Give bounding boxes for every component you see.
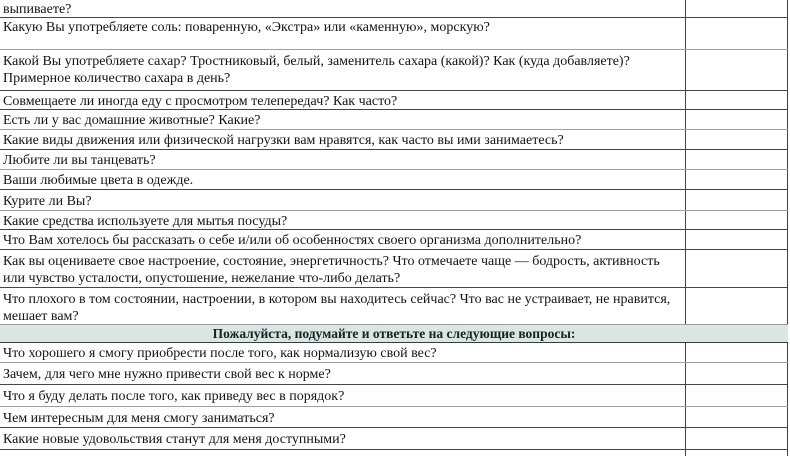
question-cell: Курите ли Вы? [0, 190, 686, 210]
answer-cell[interactable] [686, 150, 788, 169]
answer-cell[interactable] [686, 407, 788, 427]
question-cell: Какие средства используете для мытья посуды? [0, 211, 686, 229]
table-row [0, 211, 788, 230]
table-row [0, 110, 788, 130]
question-cell: Совмещаете ли иногда еду с просмотром телепередач? Как часто? [0, 91, 686, 109]
question-cell: Есть ли у вас домашние животные? Какие? [0, 110, 686, 129]
answer-cell[interactable] [686, 190, 788, 210]
table-row [0, 170, 788, 190]
answer-cell[interactable] [686, 250, 788, 287]
table-row [0, 190, 788, 211]
question-cell: Какой Вы употребляете сахар? Тростниковый, белый, заменитель сахара (какой)? Как (куда добавляете)? Примерное количество сахара в день? [0, 50, 686, 90]
question-cell: выпиваете? [0, 0, 686, 17]
answer-cell[interactable] [686, 91, 788, 109]
table-row [0, 343, 788, 363]
table-row [0, 363, 788, 385]
answer-cell[interactable] [686, 428, 788, 449]
table-row [0, 288, 788, 325]
table-row [0, 18, 788, 50]
table-row [0, 428, 788, 450]
answer-cell[interactable] [686, 18, 788, 49]
question-cell: Какую Вы употребляете соль: поваренную, «Экстра» или «каменную», морскую? [0, 18, 686, 49]
answer-cell[interactable] [686, 130, 788, 149]
question-cell: Чем интересным для меня смогу заниматься? [0, 407, 686, 427]
table-row [0, 385, 788, 407]
section-header-row [0, 325, 788, 343]
table-row [0, 230, 788, 250]
question-cell: Зачем, для чего мне нужно привести свой вес к норме? [0, 363, 686, 384]
answer-cell[interactable] [686, 363, 788, 384]
table-row [0, 407, 788, 428]
answer-cell[interactable] [686, 385, 788, 406]
question-cell: Что хорошего я смогу приобрести после того, как нормализую свой вес? [0, 343, 686, 362]
table-row [0, 150, 788, 170]
table-row [0, 130, 788, 150]
question-cell: Ваши любимые цвета в одежде. [0, 170, 686, 189]
question-cell: Что Вам хотелось бы рассказать о себе и/или об особенностях своего организма дополнительно? [0, 230, 686, 249]
table-row [0, 0, 788, 18]
answer-cell[interactable] [686, 230, 788, 249]
table-row [0, 250, 788, 288]
table-row-partial [0, 450, 788, 456]
answer-cell[interactable] [686, 211, 788, 229]
question-cell [0, 450, 686, 456]
table-row [0, 91, 788, 110]
question-cell: Любите ли вы танцевать? [0, 150, 686, 169]
answer-cell[interactable] [686, 343, 788, 362]
question-cell: Как вы оцениваете свое настроение, состояние, энергетичность? Что отмечаете чаще — бодрость, активность или чувство усталости, опустошение, нежелание что-либо делать? [0, 250, 686, 287]
section-header: Пожалуйста, подумайте и ответьте на следующие вопросы: [212, 326, 576, 341]
question-cell: Что я буду делать после того, как приведу вес в порядок? [0, 385, 686, 406]
answer-cell[interactable] [686, 50, 788, 90]
question-cell: Какие новые удовольствия станут для меня доступными? [0, 428, 686, 449]
answer-cell[interactable] [686, 170, 788, 189]
answer-cell[interactable] [686, 288, 788, 324]
question-cell: Что плохого в том состоянии, настроении, в котором вы находитесь сейчас? Что вас не устраивает, не нравится, мешает вам? [0, 288, 686, 324]
table-row [0, 50, 788, 91]
question-cell: Какие виды движения или физической нагрузки вам нравятся, как часто вы ими занимаетесь? [0, 130, 686, 149]
answer-cell[interactable] [686, 0, 788, 17]
answer-cell[interactable] [686, 110, 788, 129]
answer-cell[interactable] [686, 450, 788, 456]
